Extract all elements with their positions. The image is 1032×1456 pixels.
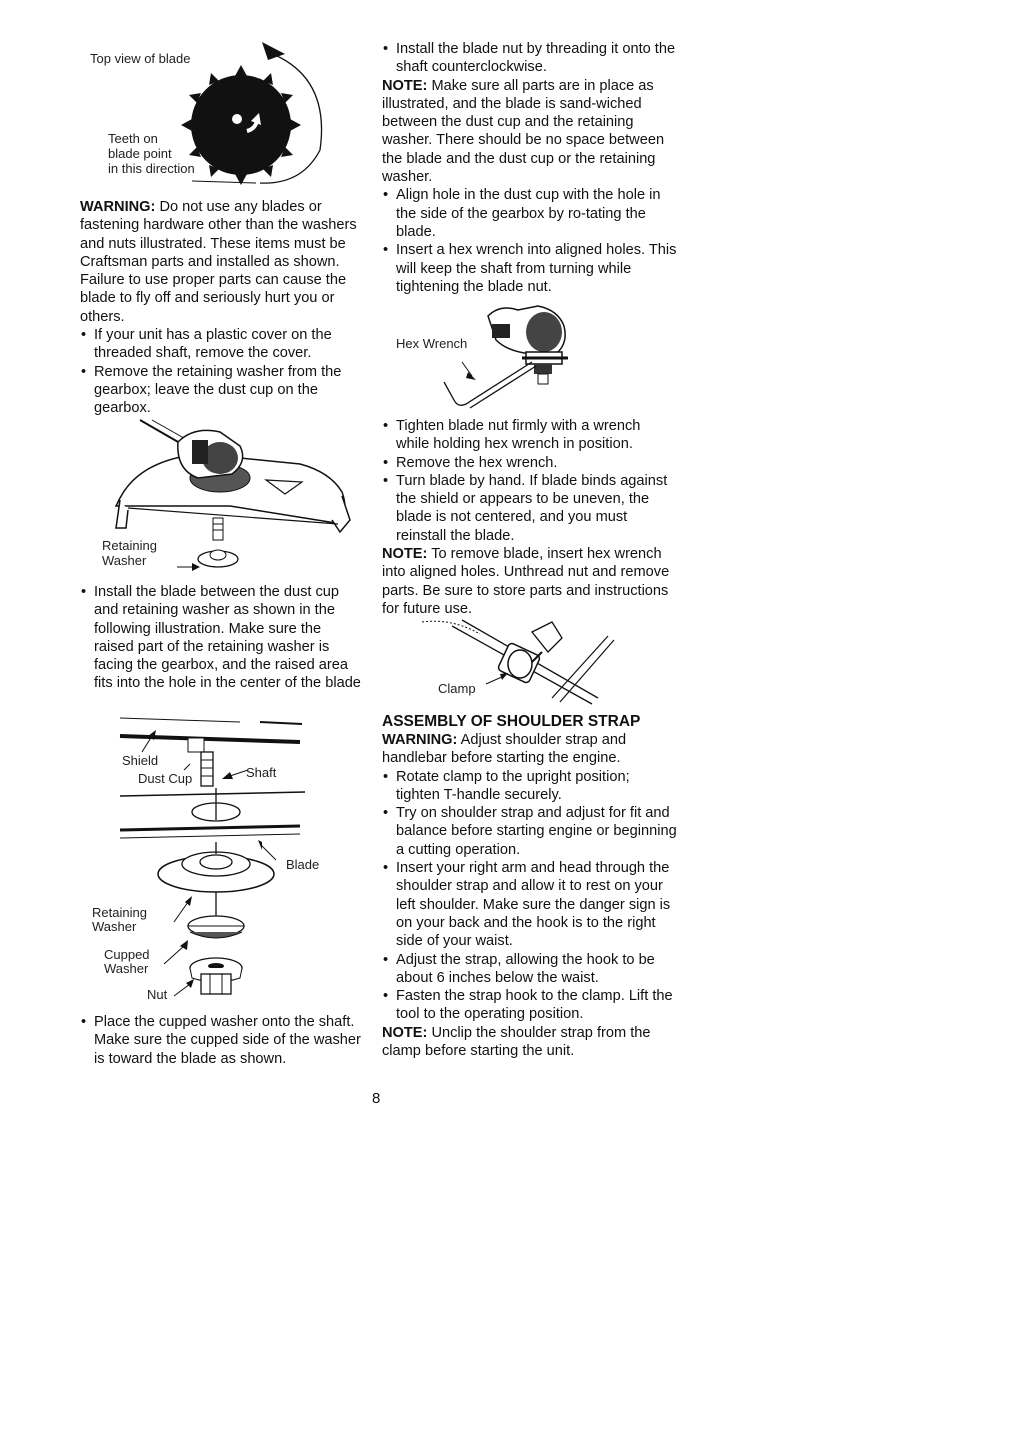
- teeth-direction-label-3: in this direction: [108, 161, 195, 176]
- bullet-fasten-hook: • Fasten the strap hook to the clamp. Lift the tool to the operating position.: [382, 987, 677, 1024]
- bullet-try-on-strap: • Try on shoulder strap and adjust for fit and balance before starting engine or beginning a cutting operation.: [382, 804, 677, 859]
- blade-top-view-label: Top view of blade: [90, 51, 191, 66]
- warning-blades-block: [80, 198, 362, 418]
- bullet-place-cupped-washer: • Place the cupped washer onto the shaft. Make sure the cupped side of the washer is toward the blade as shown.: [80, 1013, 362, 1068]
- cupped-washer-label-2: Washer: [104, 961, 149, 976]
- bullet-align-hole: • Align hole in the dust cup with the hole in the side of the gearbox by ro-tating the blade.: [382, 186, 677, 241]
- dust-cup-label: Dust Cup: [138, 771, 193, 786]
- bullet-insert-arm: • Insert your right arm and head through the shoulder strap and allow it to rest on your left shoulder. Make sure the danger sign is on your back and the hook is to the right side of your waist.: [382, 859, 677, 950]
- shield-label: Shield: [122, 753, 159, 768]
- note-text: Unclip the shoulder strap from the clamp before starting the unit.: [382, 1024, 651, 1060]
- shaft-label: Shaft: [246, 765, 277, 780]
- shoulder-strap-section: [382, 712, 677, 1060]
- cupped-washer-block: [80, 1013, 362, 1068]
- warning-adjust-strap: [382, 731, 677, 768]
- note-parts-in-place: [382, 77, 677, 187]
- nut-label: Nut: [147, 987, 168, 1002]
- bullet-turn-blade: • Turn blade by hand. If blade binds against the shield or appears to be uneven, the blade is not centered, and you must reinstall the blade.: [382, 472, 677, 545]
- note-remove-blade: [382, 545, 677, 618]
- section-heading-shoulder-strap: ASSEMBLY OF SHOULDER STRAP: [382, 713, 641, 730]
- note-unclip-strap: [382, 1024, 677, 1061]
- bullet-remove-cover: • If your unit has a plastic cover on the threaded shaft, remove the cover.: [80, 326, 362, 363]
- hex-wrench-label: Hex Wrench: [396, 336, 468, 351]
- blade-label: Blade: [286, 857, 320, 872]
- bullet-remove-hex-wrench: • Remove the hex wrench.: [382, 454, 677, 472]
- bullet-tighten-blade-nut: • Tighten blade nut firmly with a wrench while holding hex wrench in position.: [382, 417, 677, 454]
- blade-top-view-figure: [80, 40, 362, 190]
- page-number: 8: [372, 1090, 381, 1107]
- note-label: NOTE:: [382, 77, 428, 94]
- warning-label: WARNING:: [80, 199, 156, 215]
- note-text: To remove blade, insert hex wrench into aligned holes. Unthread nut and remove parts. Be sure to store parts and instructions for future use.: [382, 546, 670, 617]
- hex-wrench-figure: [382, 300, 677, 410]
- note-text: Make sure all parts are in place as illustrated, and the blade is sand-wiched between the dust cup and the retaining washer. There should be no space between the blade and the dust cup or the retaining washer.: [382, 77, 665, 186]
- note-label: NOTE:: [382, 546, 428, 563]
- retaining-washer-label-2: Washer: [102, 553, 147, 568]
- warning-text: Adjust shoulder strap and handlebar before starting the engine.: [382, 732, 627, 767]
- bullet-install-blade-nut: • Install the blade nut by threading it onto the shaft counterclockwise.: [382, 40, 677, 77]
- clamp-drawing: [382, 618, 677, 708]
- clamp-label: Clamp: [438, 681, 476, 696]
- blade-nut-block: [382, 40, 677, 296]
- bullet-remove-retaining-washer: • Remove the retaining washer from the gearbox; leave the dust cup on the gearbox.: [80, 363, 362, 418]
- stack-retaining-label-1: Retaining: [92, 905, 147, 920]
- warning-label: WARNING:: [382, 732, 458, 748]
- retaining-washer-label-1: Retaining: [102, 538, 157, 553]
- install-blade-block: [80, 583, 362, 693]
- hex-wrench-drawing: [382, 300, 677, 410]
- tighten-block: [382, 417, 677, 618]
- teeth-direction-label-1: Teeth on: [108, 131, 158, 146]
- warning-text: Do not use any blades or fastening hardware other than the washers and nuts illustrated. These items must be Craftsman parts and installed as shown. Failure to use proper parts can cause the blade to fly off and seriously hurt you or others.: [80, 199, 357, 325]
- bullet-rotate-clamp: • Rotate clamp to the upright position; tighten T-handle securely.: [382, 768, 677, 805]
- teeth-direction-label-2: blade point: [108, 146, 172, 161]
- note-label: NOTE:: [382, 1024, 428, 1041]
- gearbox-shield-figure: [80, 420, 362, 575]
- bullet-install-blade: • Install the blade between the dust cup and retaining washer as shown in the following illustration. Make sure the raised part of the retaining washer is facing the gearbox, and the raised area fits into the hole in the center of the blade: [80, 583, 362, 693]
- cupped-washer-label-1: Cupped: [104, 947, 150, 962]
- stack-retaining-label-2: Washer: [92, 919, 137, 934]
- blade-stack-figure: [80, 712, 362, 1008]
- clamp-figure: [382, 618, 677, 708]
- bullet-adjust-strap: • Adjust the strap, allowing the hook to be about 6 inches below the waist.: [382, 951, 677, 988]
- bullet-insert-hex-wrench: • Insert a hex wrench into aligned holes. This will keep the shaft from turning while tightening the blade nut.: [382, 241, 677, 296]
- warning-blades-paragraph: [80, 198, 362, 326]
